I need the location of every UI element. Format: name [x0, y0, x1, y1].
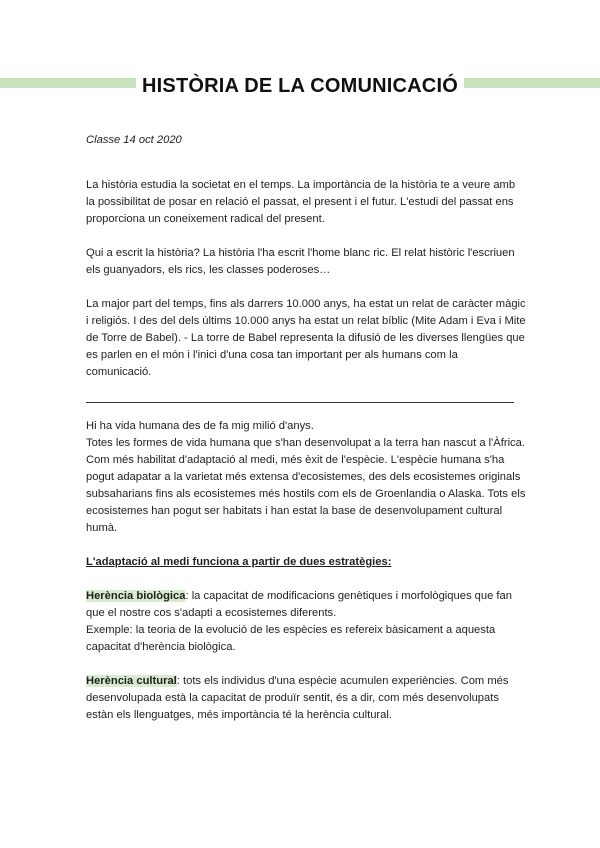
section-divider	[86, 402, 514, 403]
paragraph-cultural-heritage	[86, 673, 526, 724]
biological-heritage-text: : la capacitat de modificacions genètiques i morfològiques que fan que el nostre cos s'adapti a ecosistemes diferents.	[86, 590, 512, 619]
biological-heritage-example: Exemple: la teoria de la evolució de les espècies es refereix bàsicament a aquesta capacitat d'herència biològica.	[86, 624, 496, 653]
paragraph-history-definition: La història estudia la societat en el temps. La importància de la història te a veure amb la possibilitat de posar en relació el passat, el present i el futur. L'estudi del passat ens proporciona un coneixement radical del present.	[86, 179, 516, 225]
paragraph-history-narrative: La major part del temps, fins als darrers 10.000 anys, ha estat un relat de caràcter màgic i religiós. I des del dels últims 10.000 anys ha estat un relat bíblic (Mite Adam i Eva i Mite de Torre de Babel). - La torre de Babel representa la difusió de les diverses llengües que es parlen en el món i l'inici d'una cosa tan important per als humans com la comunicació.	[86, 298, 526, 378]
human-life-line: Hi ha vida humana des de fa mig milió d'anys.	[86, 420, 314, 432]
paragraph-who-wrote-history: Qui a escrit la història? La història l'ha escrit l'home blanc ric. El relat històric l'escriuen els guanyadors, els rics, les classes poderoses…	[86, 247, 515, 276]
section-heading-strategies: L'adaptació al medi funciona a partir de dues estratègies:	[86, 556, 392, 568]
adaptation-line: Com més habilitat d'adaptació al medi, més èxit de l'espècie. L'espècie humana s'ha pogut adapatar a la varietat més extensa d'ecosistemes, des dels ecosistemes originals subsaharians fins als ecosistemes més hostils com els de Groenlandia o Alaska. Tots els ecosistemes han pogut ser habitats i han estat la base de desenvolupament cultural humà.	[86, 454, 526, 534]
page-title: HISTÒRIA DE LA COMUNICACIÓ	[136, 75, 464, 97]
paragraph-biological-heritage	[86, 588, 526, 656]
paragraph-human-life	[86, 418, 526, 537]
page-title-wrapper	[0, 74, 600, 98]
biological-heritage-label: Herència biològica	[86, 590, 186, 602]
document-body	[86, 132, 526, 741]
cultural-heritage-label: Herència cultural	[86, 675, 177, 687]
cultural-heritage-text: : tots els individus d'una espècie acumulen experiències. Com més desenvolupada està la capacitat de produïr sentit, és a dir, com més desenvolupats estàn els llenguatges, més importància té la herència cultural.	[86, 675, 509, 721]
class-date: Classe 14 oct 2020	[86, 134, 182, 146]
africa-origin-line: Totes les formes de vida humana que s'han desenvolupat a la terra han nascut a l'Àfrica.	[86, 437, 525, 449]
